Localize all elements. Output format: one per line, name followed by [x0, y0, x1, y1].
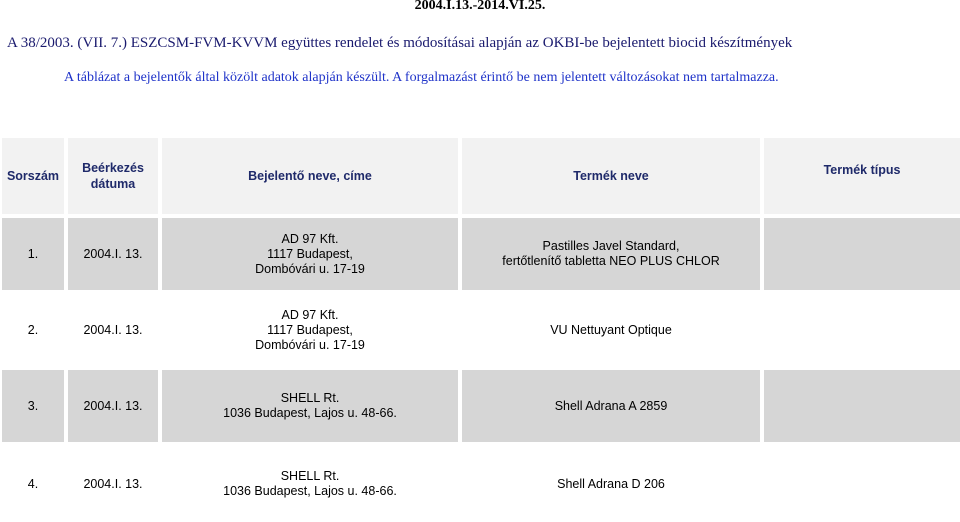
cell-date: 2004.I. 13.: [68, 446, 158, 522]
table-row: [0, 370, 960, 442]
cell-notifier: SHELL Rt. 1036 Budapest, Lajos u. 48-66.: [162, 370, 458, 442]
column-header-date: Beérkezés dátuma: [68, 138, 158, 214]
cell-type: [764, 370, 960, 442]
cell-date: 2004.I. 13.: [68, 294, 158, 366]
table-row: [0, 294, 960, 366]
cell-number: 2.: [2, 294, 64, 366]
cell-number: 1.: [2, 218, 64, 290]
cell-date: 2004.I. 13.: [68, 370, 158, 442]
column-header-notifier: Bejelentő neve, címe: [162, 138, 458, 214]
column-header-type: Termék típus: [764, 138, 960, 214]
cell-type: [764, 446, 960, 522]
table-note: A táblázat a bejelentők által közölt adatok alapján készült. A forgalmazást érintő be nem jelentett változásokat nem tartalmazza.: [64, 70, 779, 85]
cell-notifier: AD 97 Kft. 1117 Budapest, Dombóvári u. 17-19: [162, 294, 458, 366]
cell-product: Shell Adrana D 206: [462, 446, 760, 522]
cell-product: Shell Adrana A 2859: [462, 370, 760, 442]
table-header: [0, 138, 960, 214]
cell-number: 4.: [2, 446, 64, 522]
document-date-range: 2004.I.13.-2014.VI.25.: [414, 0, 546, 13]
table-row: [0, 446, 960, 522]
column-header-number: Sorszám: [2, 138, 64, 214]
decree-title: A 38/2003. (VII. 7.) ESZCSM-FVM-KVVM együttes rendelet és módosításai alapján az OKBI-be bejelentett biocid készítmények: [7, 35, 793, 51]
cell-product: Pastilles Javel Standard, fertőtlenítő tabletta NEO PLUS CHLOR: [462, 218, 760, 290]
table-row: [0, 218, 960, 290]
cell-notifier: AD 97 Kft. 1117 Budapest, Dombóvári u. 17-19: [162, 218, 458, 290]
cell-type: [764, 218, 960, 290]
column-header-product: Termék neve: [462, 138, 760, 214]
cell-date: 2004.I. 13.: [68, 218, 158, 290]
cell-product: VU Nettuyant Optique: [462, 294, 760, 366]
cell-number: 3.: [2, 370, 64, 442]
cell-type: [764, 294, 960, 366]
cell-notifier: SHELL Rt. 1036 Budapest, Lajos u. 48-66.: [162, 446, 458, 522]
